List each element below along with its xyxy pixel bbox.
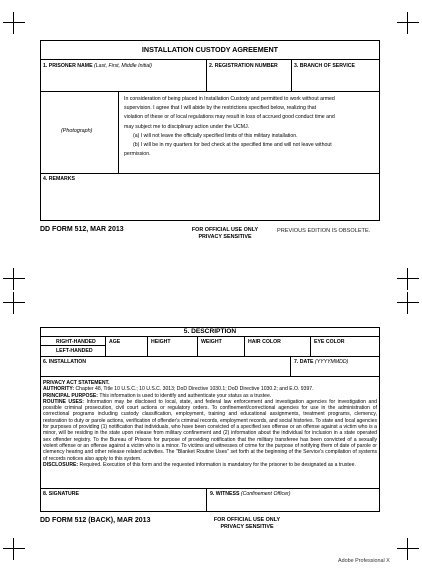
crop-mark-mid2-right [397, 292, 419, 314]
crop-mark-bottom-right [397, 538, 419, 560]
agreement-line: may subject me to disciplinary action under the UCMJ. [124, 123, 250, 130]
signature-field[interactable] [42, 497, 204, 510]
divider [40, 356, 380, 357]
agreement-text [124, 95, 378, 159]
prisoner-name-field[interactable] [42, 70, 204, 89]
crop-mark-top-right [397, 12, 419, 34]
divider [40, 336, 380, 337]
agreement-line: supervision. I agree that I will abide by the restrictions specified below, realizing that [124, 105, 317, 112]
form-number: DD FORM 512, MAR 2013 [40, 226, 124, 233]
privacy-sensitive-text: PRIVACY SENSITIVE [198, 234, 252, 240]
divider [105, 336, 106, 356]
crop-mark-mid-left [3, 268, 25, 290]
divider [40, 345, 105, 346]
age-label: AGE [109, 339, 121, 345]
agreement-line: (b) I will be in my quarters for bed check at the specified time and will not leave without [133, 142, 332, 149]
routine-uses-label: ROUTINE USES: [43, 398, 84, 405]
hair-color-label: HAIR COLOR [248, 339, 281, 345]
date-field[interactable] [292, 365, 378, 375]
photograph-label: (Photograph) [61, 128, 93, 134]
disclosure-label: DISCLOSURE: [43, 461, 79, 468]
left-handed-label: LEFT-HANDED [56, 348, 93, 354]
official-use-notice-back [200, 517, 294, 531]
divider [197, 336, 198, 356]
branch-of-service-label: 3. BRANCH OF SERVICE [294, 63, 356, 69]
agreement-line: (a) I will not leave the officially specified limits of this military installation. [133, 132, 298, 139]
crop-mark-top-left [3, 12, 25, 34]
installation-field[interactable] [42, 365, 288, 375]
divider [147, 336, 148, 356]
prisoner-name-label: 1. PRISONER NAME (Last, First, Middle Initial) [43, 63, 152, 69]
privacy-act-statement [43, 380, 377, 468]
crop-mark-mid2-left [3, 292, 25, 314]
form-title: INSTALLATION CUSTODY AGREEMENT [141, 45, 279, 54]
divider [206, 488, 207, 512]
crop-mark-mid-right [397, 268, 419, 290]
registration-number-field[interactable] [208, 70, 289, 89]
divider [40, 59, 380, 60]
divider [291, 59, 292, 91]
privacy-heading: PRIVACY ACT STATEMENT. [43, 380, 110, 386]
right-handed-label: RIGHT-HANDED [56, 339, 96, 345]
agreement-line: In consideration of being placed in Installation Custody and permitted to work without armed [124, 96, 335, 102]
registration-number-label: 2. REGISTRATION NUMBER [209, 63, 278, 69]
purpose-label: PRINCIPAL PURPOSE: [43, 392, 99, 399]
divider [40, 376, 380, 377]
divider [118, 91, 119, 173]
previous-edition-notice: PREVIOUS EDITION IS OBSOLETE. [277, 228, 371, 234]
crop-mark-bottom-left [3, 538, 25, 560]
form-number-back: DD FORM 512 (BACK), MAR 2013 [40, 517, 151, 524]
height-label: HEIGHT [151, 339, 171, 345]
routine-uses-text: Information may be disclosed to local, state, and federal law enforcement and investigation agencies for investigation and possible criminal prosecution, civil court actions or regulatory orders. To confinement/correctional agencies for use in the administration of correctional programs including custody classification, employment, training and educational assignments, treatment programs, clemency, restoration to duty or parole actions, verification of offender's criminal records, employment records, and social histories. To state and local agencies for purposes of providing (1) notification that individuals, who have been convicted of a specified sex offense or an offense against a victim who is a minor, will be residing in the state upon release from military confinement and (2) information about the individual for inclusion in a state operated sex offender registry. To the Bureau of Prisons for purpose of providing notification that the military transferee has been convicted of a sexually violent offense or an offense against a victim who is a minor. To victims and witnesses of crime for the purpose of notifying them of date of parole or clemency hearing and other release related activities. The "Blanket Routine Uses" set forth at the beginning of the Service's compilation of systems of records notices also apply to this system. [43, 398, 377, 462]
divider [244, 336, 245, 356]
agreement-line: permission. [124, 151, 151, 158]
weight-label: WEIGHT [201, 339, 222, 345]
divider [310, 336, 311, 356]
signature-label: 8. SIGNATURE [43, 491, 79, 497]
description-title: 5. DESCRIPTION [183, 328, 237, 335]
privacy-sensitive-text: PRIVACY SENSITIVE [220, 524, 274, 530]
divider [290, 356, 291, 376]
official-use-text: FOR OFFICIAL USE ONLY [191, 227, 259, 233]
watermark: Adobe Professional X [338, 558, 390, 564]
divider [40, 488, 380, 489]
date-label: 7. DATE (YYYYMMDD) [294, 359, 349, 365]
official-use-text: FOR OFFICIAL USE ONLY [213, 517, 281, 523]
authority-text: Chapter 48, Title 10 U.S.C.; 10 U.S.C. 3013; DoD Directive 1030.1; DoD Directive 1030.2; and E.O. 9397. [74, 386, 314, 393]
divider [40, 173, 380, 174]
divider [206, 59, 207, 91]
official-use-notice [178, 227, 272, 241]
witness-field[interactable] [208, 497, 378, 510]
remarks-label: 4. REMARKS [43, 176, 75, 182]
witness-label: 9. WITNESS (Confinement Officer) [210, 491, 291, 497]
authority-label: AUTHORITY: [43, 386, 75, 393]
purpose-text: This information is used to identify and authenticate your status as a trustee. [98, 392, 272, 399]
remarks-field[interactable] [42, 183, 378, 219]
disclosure-text: Required. Execution of this form and the requested information is mandatory for the prisoner to be designated as a trustee. [78, 461, 356, 468]
branch-of-service-field[interactable] [293, 70, 378, 89]
agreement-line: violation of these or of local regulations may result in loss of accrued good conduct time and [124, 114, 335, 121]
eye-color-label: EYE COLOR [314, 339, 345, 345]
installation-label: 6. INSTALLATION [43, 359, 87, 365]
